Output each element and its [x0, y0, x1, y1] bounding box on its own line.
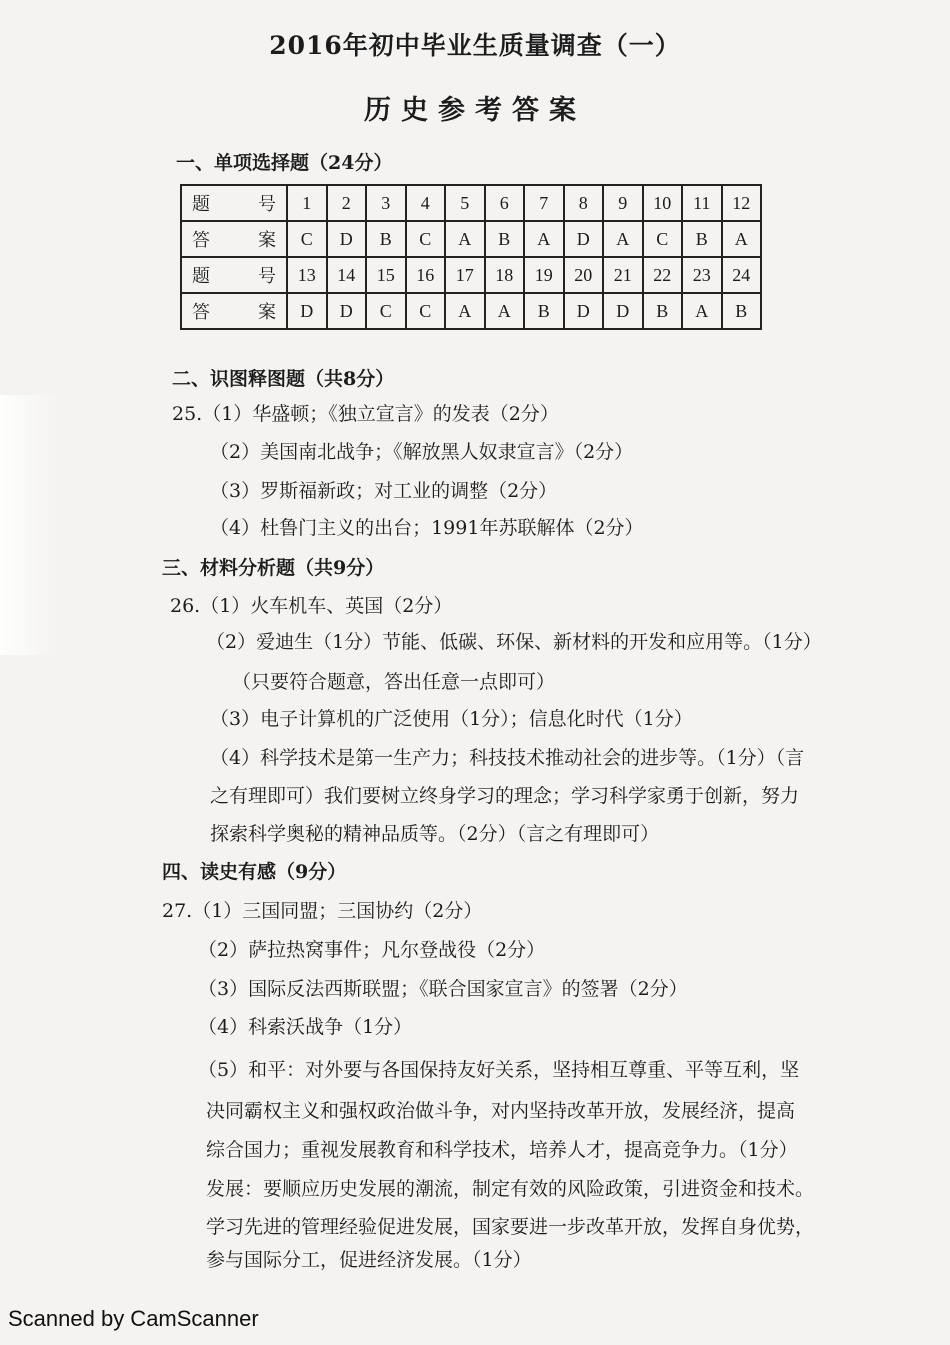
answer-cell: C [406, 293, 446, 329]
answer-line: （2）美国南北战争；《解放黑人奴隶宣言》（2分） [210, 441, 634, 463]
question-number: 18 [485, 257, 525, 293]
question-number: 24 [722, 257, 762, 293]
answer-line: 综合国力；重视发展教育和科学技术，培养人才，提高竞争力。（1分） [206, 1139, 798, 1161]
section4-heading: 四、读史有感（9分） [162, 861, 347, 883]
answer-line: （4）科索沃战争（1分） [198, 1016, 413, 1038]
table-row-numbers-2 [181, 257, 761, 293]
section2-heading: 二、识图释图题（共8分） [172, 368, 395, 390]
row-label: 答 案 [181, 293, 287, 329]
answer-cell: D [603, 293, 643, 329]
question-number: 16 [406, 257, 446, 293]
question-number: 12 [722, 185, 762, 221]
answer-line: （5）和平：对外要与各国保持友好关系，坚持相互尊重、平等互利，坚 [198, 1059, 800, 1081]
answer-line: 27.（1）三国同盟；三国协约（2分） [162, 900, 483, 922]
answer-cell: B [722, 293, 762, 329]
row-label: 题 号 [181, 257, 287, 293]
answer-line: （3）罗斯福新政；对工业的调整（2分） [210, 480, 558, 502]
answer-line: （4）杜鲁门主义的出台；1991年苏联解体（2分） [210, 517, 644, 539]
document-subtitle: 历史参考答案 [364, 95, 586, 126]
section3-heading: 三、材料分析题（共9分） [162, 557, 385, 579]
answer-cell: C [287, 221, 327, 257]
answer-line: （2）萨拉热窝事件；凡尔登战役（2分） [198, 939, 546, 961]
answer-cell: A [485, 293, 525, 329]
question-number: 13 [287, 257, 327, 293]
answer-table [180, 184, 762, 330]
answer-line: 探索科学奥秘的精神品质等。（2分）（言之有理即可） [210, 823, 660, 845]
answer-line: （只要符合题意，答出任意一点即可） [232, 671, 556, 693]
row-label: 答 案 [181, 221, 287, 257]
question-number: 4 [406, 185, 446, 221]
question-number: 7 [524, 185, 564, 221]
answer-cell: B [682, 221, 722, 257]
answer-cell: D [327, 221, 367, 257]
question-number: 20 [564, 257, 604, 293]
answer-cell: B [485, 221, 525, 257]
answer-cell: B [524, 293, 564, 329]
row-label: 题 号 [181, 185, 287, 221]
question-number: 3 [366, 185, 406, 221]
answer-line: 发展：要顺应历史发展的潮流，制定有效的风险政策，引进资金和技术。 [206, 1178, 815, 1200]
answer-cell: C [643, 221, 683, 257]
question-number: 19 [524, 257, 564, 293]
answer-cell: D [564, 293, 604, 329]
scanner-watermark: Scanned by CamScanner [8, 1306, 259, 1331]
question-number: 11 [682, 185, 722, 221]
answer-cell: D [287, 293, 327, 329]
answer-cell: A [524, 221, 564, 257]
question-number: 10 [643, 185, 683, 221]
question-number: 22 [643, 257, 683, 293]
answer-cell: C [366, 293, 406, 329]
paper-fold-mark [0, 395, 60, 655]
answer-cell: A [603, 221, 643, 257]
answer-cell: A [682, 293, 722, 329]
answer-line: 之有理即可）我们要树立终身学习的理念；学习科学家勇于创新，努力 [210, 785, 800, 807]
question-number: 6 [485, 185, 525, 221]
question-number: 15 [366, 257, 406, 293]
answer-line: （2）爱迪生（1分）节能、低碳、环保、新材料的开发和应用等。（1分） [206, 631, 822, 653]
answer-line: 25.（1）华盛顿；《独立宣言》的发表（2分） [172, 403, 559, 425]
question-number: 5 [445, 185, 485, 221]
question-number: 17 [445, 257, 485, 293]
answer-line: 学习先进的管理经验促进发展，国家要进一步改革开放，发挥自身优势， [206, 1216, 815, 1238]
answer-line: 26.（1）火车机车、英国（2分） [170, 595, 453, 617]
question-number: 8 [564, 185, 604, 221]
answer-cell: D [327, 293, 367, 329]
answer-line: 参与国际分工，促进经济发展。（1分） [206, 1249, 532, 1271]
answer-line: （3）电子计算机的广泛使用（1分）；信息化时代（1分） [210, 708, 693, 730]
section1-heading: 一、单项选择题（24分） [176, 152, 393, 174]
table-row-answers-2 [181, 293, 761, 329]
answer-cell: A [722, 221, 762, 257]
question-number: 2 [327, 185, 367, 221]
answer-cell: B [643, 293, 683, 329]
document-title: 2016年初中毕业生质量调查（一） [269, 31, 681, 60]
answer-line: 决同霸权主义和强权政治做斗争，对内坚持改革开放，发展经济，提高 [206, 1100, 796, 1122]
question-number: 21 [603, 257, 643, 293]
question-number: 23 [682, 257, 722, 293]
answer-cell: A [445, 293, 485, 329]
answer-line: （3）国际反法西斯联盟；《联合国家宣言》的签署（2分） [198, 978, 688, 1000]
answer-cell: A [445, 221, 485, 257]
answer-cell: C [406, 221, 446, 257]
question-number: 14 [327, 257, 367, 293]
answer-cell: D [564, 221, 604, 257]
question-number: 9 [603, 185, 643, 221]
answer-cell: B [366, 221, 406, 257]
answer-line: （4）科学技术是第一生产力；科技技术推动社会的进步等。（1分）（言 [210, 747, 805, 769]
question-number: 1 [287, 185, 327, 221]
table-row-answers-1 [181, 221, 761, 257]
table-row-numbers-1 [181, 185, 761, 221]
